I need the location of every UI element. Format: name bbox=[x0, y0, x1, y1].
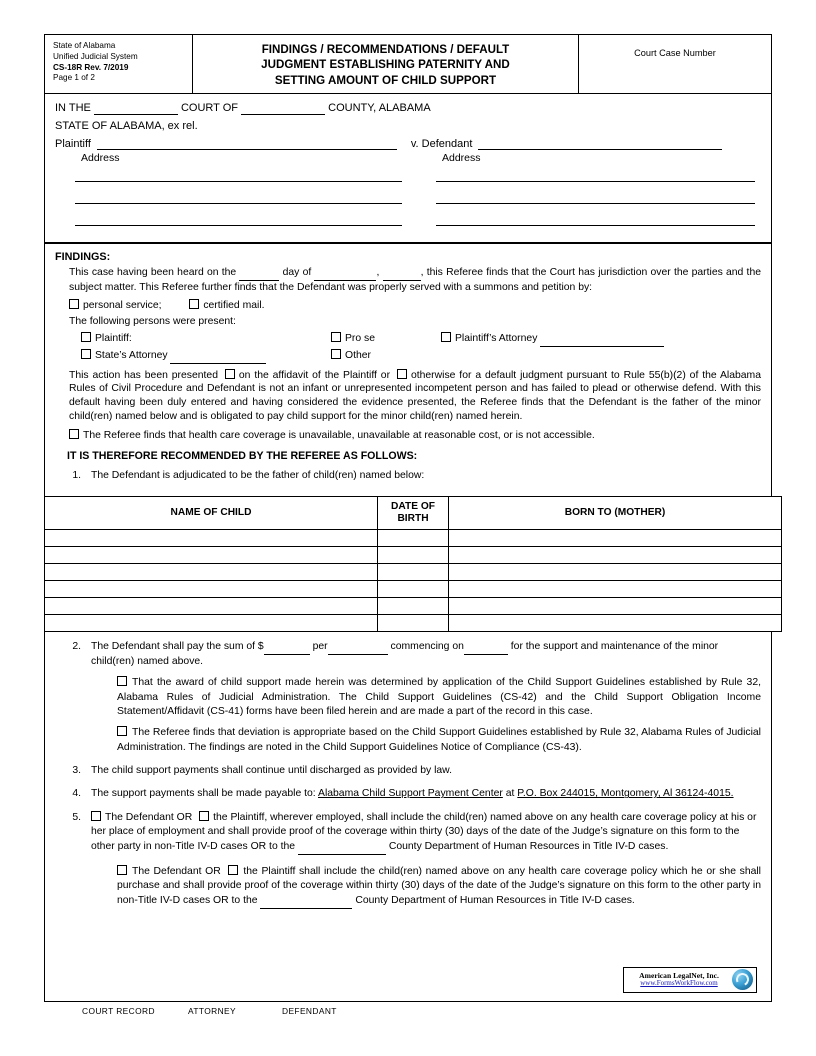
findings-heading bbox=[55, 250, 761, 264]
county-alabama-label: COUNTY, ALABAMA bbox=[328, 101, 431, 114]
plaintiff-attorney-input[interactable] bbox=[540, 332, 664, 347]
recommendations-body bbox=[44, 632, 772, 1002]
pro-se-label: Pro se bbox=[345, 333, 376, 345]
findings-p2-b: on the affidavit of the Plaintiff or bbox=[238, 369, 391, 381]
table-row[interactable] bbox=[45, 597, 782, 614]
findings-p2-a: This action has been presented bbox=[69, 369, 218, 381]
findings-p1-b: day of bbox=[282, 267, 312, 279]
service-method-row bbox=[55, 299, 761, 313]
other-present-label: Other bbox=[345, 349, 371, 361]
county-input[interactable] bbox=[241, 102, 325, 115]
findings-paragraph-3 bbox=[55, 429, 761, 443]
table-row[interactable] bbox=[45, 563, 782, 580]
cell-child-name[interactable] bbox=[45, 563, 378, 580]
children-table-header-row bbox=[45, 496, 782, 529]
court-county-line bbox=[55, 102, 761, 115]
defendant-address-col bbox=[408, 152, 761, 232]
item-5-cb1-c: County Department of Human Resources in Title IV-D cases. bbox=[388, 840, 669, 852]
column-born-to-mother: BORN TO (MOTHER) bbox=[449, 496, 782, 529]
item-5-text bbox=[91, 811, 761, 855]
checkbox-affidavit[interactable] bbox=[225, 369, 235, 379]
parties-line bbox=[55, 137, 761, 150]
cell-child-name[interactable] bbox=[45, 529, 378, 546]
cell-child-mother[interactable] bbox=[449, 597, 782, 614]
logo-website[interactable]: www.FormsWorkFlow.com bbox=[640, 978, 718, 987]
plaintiff-attorney-label: Plaintiff’s Attorney bbox=[455, 333, 538, 345]
item-1-number: 1. bbox=[72, 470, 81, 482]
header-system: Unified Judicial System bbox=[53, 51, 138, 61]
footer-attorney: ATTORNEY bbox=[188, 1006, 237, 1016]
payment-address-link[interactable]: P.O. Box 244015, Montgomery, Al 36124-4015. bbox=[517, 788, 734, 800]
case-caption bbox=[44, 94, 772, 243]
checkbox-deviation-appropriate[interactable] bbox=[117, 726, 127, 736]
court-input[interactable] bbox=[94, 102, 178, 115]
american-legalnet-logo bbox=[623, 967, 757, 993]
item-2-b: per bbox=[312, 640, 328, 652]
item-2-checkbox-deviation bbox=[55, 726, 761, 755]
item-2-number: 2. bbox=[72, 640, 81, 652]
header-title bbox=[193, 35, 579, 93]
item-4-a: The support payments shall be made payable to: bbox=[91, 788, 316, 800]
findings-heading-text: FINDINGS: bbox=[55, 250, 111, 263]
cell-child-dob[interactable] bbox=[378, 563, 449, 580]
certified-mail-label: certified mail. bbox=[203, 299, 265, 311]
item-5-cb2-a: The Defendant OR bbox=[132, 865, 221, 877]
column-name-of-child: NAME OF CHILD bbox=[45, 496, 378, 529]
persons-present-intro bbox=[55, 315, 761, 329]
checkbox-otherwise-default[interactable] bbox=[397, 369, 407, 379]
present-states-attorney-cell bbox=[81, 349, 331, 364]
present-prose-cell bbox=[331, 332, 441, 347]
support-amount-input[interactable] bbox=[264, 640, 310, 655]
cell-child-mother[interactable] bbox=[449, 546, 782, 563]
recommendations-title bbox=[55, 450, 761, 464]
logo-company-name: American LegalNet, Inc. bbox=[639, 970, 719, 980]
recommendation-item-2 bbox=[55, 640, 761, 670]
states-attorney-label: State’s Attorney bbox=[95, 349, 168, 361]
recommendation-item-5 bbox=[55, 811, 761, 855]
item-2-text bbox=[91, 640, 761, 670]
item-2-cb2-text: The Referee finds that deviation is appropriate based on the Child Support Guidelines established by Rule 32, Alabama Rules of Judicial Administration. The findings are noted in the Child Support Guidelines Notice of Compliance (CS-43). bbox=[117, 727, 761, 753]
checkbox-purchase-coverage-plaintiff[interactable] bbox=[228, 865, 238, 875]
persons-present-text: The following persons were present: bbox=[69, 316, 236, 328]
county-dhr-input-1[interactable] bbox=[298, 840, 386, 855]
recommendations-title-text: IT IS THEREFORE RECOMMENDED BY THE REFEREE AS FOLLOWS: bbox=[67, 450, 418, 463]
plaintiff-name-input[interactable] bbox=[97, 137, 397, 150]
cell-child-mother[interactable] bbox=[449, 529, 782, 546]
plaintiff-address-line-3[interactable] bbox=[75, 210, 402, 226]
cell-child-dob[interactable] bbox=[378, 580, 449, 597]
recommendation-item-4 bbox=[55, 787, 761, 801]
checkbox-employer-coverage-plaintiff[interactable] bbox=[199, 811, 209, 821]
defendant-label: v. Defendant bbox=[410, 137, 473, 150]
children-table bbox=[44, 496, 782, 632]
present-plaintiff-attorney-cell bbox=[441, 332, 761, 347]
state-exrel-line bbox=[55, 120, 761, 132]
defendant-address-line-3[interactable] bbox=[436, 210, 755, 226]
payment-center-link[interactable]: Alabama Child Support Payment Center bbox=[318, 788, 503, 800]
checkbox-purchase-coverage-defendant[interactable] bbox=[117, 865, 127, 875]
cell-child-dob[interactable] bbox=[378, 529, 449, 546]
item-1-text: The Defendant is adjudicated to be the father of child(ren) named below: bbox=[91, 470, 425, 482]
item-4-number: 4. bbox=[72, 788, 81, 800]
findings-p1-a: This case having been heard on the bbox=[69, 267, 237, 279]
hearing-month-input[interactable] bbox=[314, 266, 376, 281]
footer-defendant: DEFENDANT bbox=[282, 1006, 337, 1016]
checkbox-plaintiff-attorney[interactable] bbox=[441, 332, 451, 342]
plaintiff-address-col bbox=[55, 152, 408, 232]
findings-p3-text: The Referee finds that health care coverage is unavailable, unavailable at reasonable cost, or is not accessible. bbox=[83, 430, 595, 442]
table-row[interactable] bbox=[45, 529, 782, 546]
defendant-address-line-1[interactable] bbox=[436, 166, 755, 182]
checkbox-personal-service[interactable] bbox=[69, 299, 79, 309]
cell-child-dob[interactable] bbox=[378, 597, 449, 614]
form-sheet bbox=[44, 34, 772, 1002]
footer-court-record: COURT RECORD bbox=[82, 1006, 155, 1016]
header-title-line1: FINDINGS / RECOMMENDATIONS / DEFAULT bbox=[261, 43, 510, 56]
support-start-input[interactable] bbox=[464, 640, 508, 655]
cell-child-name[interactable] bbox=[45, 597, 378, 614]
item-5-cb2-b: the Plaintiff shall include the child(ren) named above on any health care coverage policy which he or she shall purchase and shall provide proof of the coverage within thirty (30) days of the date of the Judge’s signature on this form to the other party in non-Title IV-D cases OR to the bbox=[117, 865, 761, 906]
header-form-number: CS-18R Rev. 7/2019 bbox=[53, 62, 129, 72]
checkbox-guidelines-applied[interactable] bbox=[117, 676, 127, 686]
item-3-number: 3. bbox=[72, 765, 81, 777]
court-of-label: COURT OF bbox=[180, 101, 239, 114]
defendant-name-input[interactable] bbox=[478, 137, 722, 150]
findings-p1-c: , bbox=[376, 267, 380, 279]
findings-p1-d: , this Referee finds that the Court has jurisdiction over the parties and the subject matter. This Referee further finds that the Defendant was properly served with a summons and petition by: bbox=[69, 267, 761, 293]
persons-present-row-1 bbox=[55, 332, 761, 347]
table-row[interactable] bbox=[45, 580, 782, 597]
support-period-input[interactable] bbox=[328, 640, 388, 655]
checkbox-pro-se[interactable] bbox=[331, 332, 341, 342]
personal-service-label: personal service; bbox=[83, 299, 162, 311]
cell-child-mother[interactable] bbox=[449, 563, 782, 580]
table-row[interactable] bbox=[45, 546, 782, 563]
checkbox-employer-coverage-defendant[interactable] bbox=[91, 811, 101, 821]
cell-child-name[interactable] bbox=[45, 580, 378, 597]
state-of-alabama-label: STATE OF ALABAMA, ex rel. bbox=[55, 119, 198, 132]
checkbox-plaintiff-present[interactable] bbox=[81, 332, 91, 342]
cell-child-dob[interactable] bbox=[378, 614, 449, 631]
cell-child-mother[interactable] bbox=[449, 614, 782, 631]
plaintiff-address-line-2[interactable] bbox=[75, 188, 402, 204]
plaintiff-address-label: Address bbox=[81, 151, 120, 164]
item-5-number: 5. bbox=[72, 811, 81, 823]
hearing-year-input[interactable] bbox=[383, 266, 421, 281]
cell-child-name[interactable] bbox=[45, 614, 378, 631]
item-3-text: The child support payments shall continue until discharged as provided by law. bbox=[91, 765, 452, 777]
hearing-day-input[interactable] bbox=[239, 266, 279, 281]
case-number-label: Court Case Number bbox=[634, 48, 716, 58]
findings-section bbox=[44, 243, 772, 496]
case-number-cell[interactable] bbox=[579, 35, 771, 93]
item-2-c: commencing on bbox=[390, 640, 464, 652]
states-attorney-input[interactable] bbox=[170, 349, 266, 364]
findings-paragraph-2 bbox=[55, 369, 761, 424]
checkbox-other-present[interactable] bbox=[331, 349, 341, 359]
county-dhr-input-2[interactable] bbox=[260, 894, 352, 909]
item-4-mid: at bbox=[505, 788, 515, 800]
item-2-d: for the support and maintenance of the minor child(ren) named above. bbox=[91, 640, 719, 667]
recommendation-item-3 bbox=[55, 764, 761, 778]
defendant-address-line-2[interactable] bbox=[436, 188, 755, 204]
present-other-cell bbox=[331, 349, 441, 364]
cell-child-mother[interactable] bbox=[449, 580, 782, 597]
item-4-text bbox=[91, 787, 761, 801]
recommendation-item-1 bbox=[55, 469, 761, 483]
plaintiff-address-line-1[interactable] bbox=[75, 166, 402, 182]
plaintiff-label: Plaintiff bbox=[55, 137, 91, 150]
form-header bbox=[44, 34, 772, 94]
checkbox-states-attorney[interactable] bbox=[81, 349, 91, 359]
globe-icon bbox=[732, 969, 753, 990]
cell-child-name[interactable] bbox=[45, 546, 378, 563]
item-2-a: The Defendant shall pay the sum of $ bbox=[91, 640, 264, 652]
header-page-number: Page 1 of 2 bbox=[53, 73, 95, 83]
header-state: State of Alabama bbox=[53, 41, 116, 50]
logo-text bbox=[624, 972, 732, 987]
in-the-label: IN THE bbox=[55, 101, 91, 114]
header-title-line3: SETTING AMOUNT OF CHILD SUPPORT bbox=[274, 73, 497, 87]
address-columns bbox=[55, 152, 761, 232]
findings-p2-c: otherwise for a default judgment pursuant to Rule 55(b)(2) of the Alabama Rules of Civil Procedure and Defendant is not an infant or unrepresented incompetent person and has failed to plead or otherwise defend. With this default having been duly entered and having considered the evidence presented, the Referee finds that the Defendant is the father of the minor child(ren) named below and is obligated to pay child support for the minor child(ren) named herein. bbox=[69, 369, 761, 422]
item-2-cb1-text: That the award of child support made herein was determined by application of the Child Support Guidelines established by Rule 32, Alabama Rules of Judicial Administration. The Child Support Guidelines (CS-42) and the Child Support Obligation Income Statement/Affidavit (CS-41) forms have been filed herein and are made a part of the record in this case. bbox=[117, 677, 761, 717]
cell-child-dob[interactable] bbox=[378, 546, 449, 563]
findings-paragraph-1 bbox=[55, 266, 761, 294]
plaintiff-present-label: Plaintiff: bbox=[95, 333, 132, 345]
checkbox-health-coverage-unavailable[interactable] bbox=[69, 429, 79, 439]
item-5-cb2-c: County Department of Human Resources in Title IV-D cases. bbox=[355, 894, 635, 906]
item-5-purchase-coverage bbox=[55, 865, 761, 909]
present-plaintiff-cell bbox=[81, 332, 331, 347]
header-title-line2: JUDGMENT ESTABLISHING PATERNITY AND bbox=[261, 58, 510, 72]
table-row[interactable] bbox=[45, 614, 782, 631]
header-agency-block bbox=[45, 35, 193, 93]
item-2-checkbox-guidelines bbox=[55, 676, 761, 719]
present-other-spacer bbox=[441, 349, 761, 364]
defendant-address-label: Address bbox=[442, 151, 481, 164]
checkbox-certified-mail[interactable] bbox=[189, 299, 199, 309]
item-5-cb1-a: The Defendant OR bbox=[105, 811, 193, 823]
column-date-of-birth: DATE OF BIRTH bbox=[378, 496, 449, 529]
persons-present-row-2 bbox=[55, 349, 761, 364]
item-5-cb1-b: the Plaintiff, wherever employed, shall include the child(ren) named above on any health care coverage policy at his or her place of employment and shall provide proof of the coverage within thirty (30) days of the date of the Judge’s signature on this form to the other party in non-Title IV-D cases OR to the bbox=[91, 811, 757, 852]
